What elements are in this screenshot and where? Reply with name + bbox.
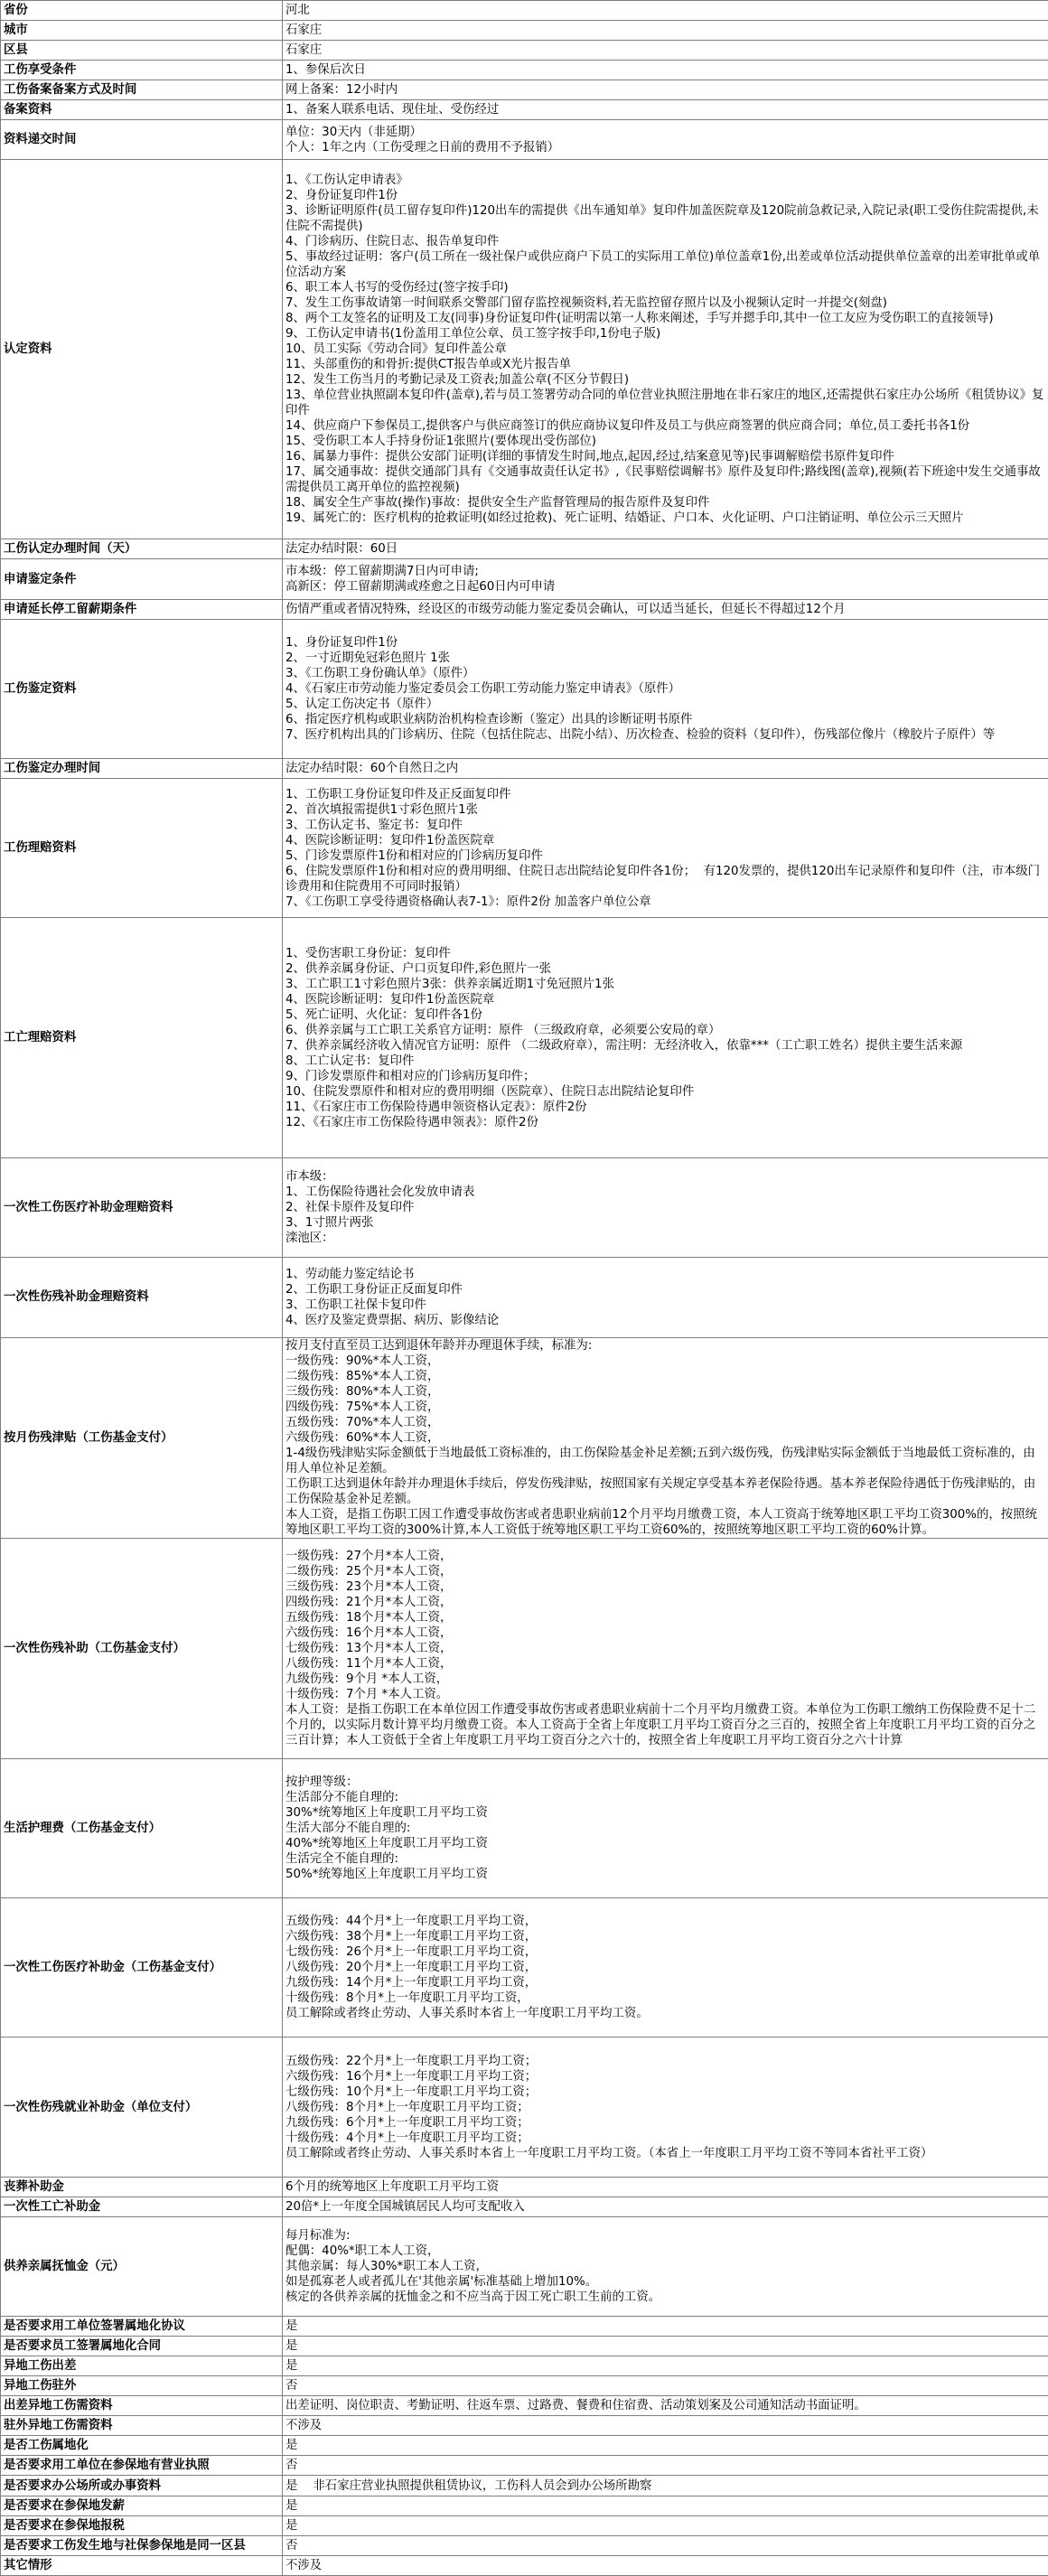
value-line: 3、诊断证明原件(员工留存复印件)120出车的需提供《出车通知单》复印件加盖医院章及120院前急救记录,入院记录(职工受伤住院需提供,未住院不需提供) xyxy=(285,204,1039,234)
row-label: 供养亲属抚恤金（元） xyxy=(1,2216,283,2316)
row-value xyxy=(283,2216,1048,2316)
row-value xyxy=(283,120,1048,160)
value-line: 工伤职工达到退休年龄并办理退休手续后，停发伤残津贴，按照国家有关规定享受基本养老保险待遇。基本养老保险待遇低于伤残津贴的，由工伤保险基金补足差额。 xyxy=(285,1476,1036,1506)
row-label: 是否要求办公场所或办事资料 xyxy=(1,2476,283,2496)
value-line: 2、社保卡原件及复印件 xyxy=(285,1201,415,1215)
row-value xyxy=(283,2456,1048,2476)
value-line: 五级伤残：44个月*上一年度职工月平均工资， xyxy=(285,1915,538,1929)
value-line: 每月标准为: xyxy=(285,2228,351,2243)
value-line: 10、住院发票原件和相对应的费用明细（医院章）、住院日志出院结论复印件 xyxy=(285,1084,695,1099)
value-line: 4、门诊病历、住院日志、报告单复印件 xyxy=(285,235,500,249)
table-row xyxy=(1,2476,1048,2496)
value-line: 8、工亡认定书：复印件 xyxy=(285,1054,415,1068)
table-row xyxy=(1,160,1048,539)
row-label: 是否要求在参保地报税 xyxy=(1,2515,283,2535)
row-label: 是否要求用工单位签署属地化协议 xyxy=(1,2317,283,2337)
table-row xyxy=(1,2456,1048,2476)
value-line: 河北 xyxy=(285,4,310,18)
row-value xyxy=(283,1158,1048,1258)
value-line: 4、医疗及鉴定费票据、病历、影像结论 xyxy=(285,1313,500,1327)
table-row xyxy=(1,1337,1048,1539)
value-line: 单位：30天内（非延期） xyxy=(285,125,422,139)
table-row xyxy=(1,2496,1048,2515)
value-line: 4、《石家庄市劳动能力鉴定委员会工伤职工劳动能力鉴定申请表》（原件） xyxy=(285,681,681,696)
value-line: 1、《工伤认定申请表》 xyxy=(285,173,408,188)
value-line: 七级伤残：10个月*上一年度职工月平均工资； xyxy=(285,2084,538,2099)
row-value xyxy=(283,559,1048,599)
value-line: 核定的各供养亲属的抚恤金之和不应当高于因工死亡职工生前的工资。 xyxy=(285,2290,661,2304)
table-row xyxy=(1,2216,1048,2316)
value-line: 七级伤残：13个月*本人工资， xyxy=(285,1641,453,1655)
table-row xyxy=(1,2317,1048,2337)
value-line: 是 xyxy=(285,2359,298,2374)
value-line: 石家庄 xyxy=(285,43,323,58)
table-row xyxy=(1,1258,1048,1337)
row-label: 是否要求员工签署属地化合同 xyxy=(1,2337,283,2356)
value-line: 按护理等级： xyxy=(285,1775,359,1789)
value-line: 是 xyxy=(285,2498,298,2513)
row-label: 是否要求用工单位在参保地有营业执照 xyxy=(1,2456,283,2476)
row-label: 备案资料 xyxy=(1,100,283,120)
value-line: 7、发生工伤事故请第一时间联系交警部门留存监控视频资料,若无监控留存照片以及小视频认定时一并提交(刻盘) xyxy=(285,296,887,311)
row-label: 一次性工伤医疗补助金（工伤基金支付） xyxy=(1,1898,283,2037)
value-line: 6、职工本人书写的受伤经过(签字按手印) xyxy=(285,281,509,295)
row-label: 城市 xyxy=(1,21,283,41)
value-line: 生活完全不能自理的: xyxy=(285,1851,399,1866)
table-row xyxy=(1,1758,1048,1897)
row-value xyxy=(283,2476,1048,2496)
value-line: 7、供养亲属经济收入情况官方证明：原件 （二级政府章），需注明：无经济收入，依靠***（工亡职工姓名）提供主要生活来源 xyxy=(285,1038,963,1053)
row-value xyxy=(283,918,1048,1158)
row-value xyxy=(283,1,1048,21)
value-line: 14、供应商户下参保员工,提供客户与供应商签订的供应商协议复印件及员工与供应商签署的供应商合同；单位,员工委托书各1份 xyxy=(285,419,970,434)
row-label: 异地工伤驻外 xyxy=(1,2376,283,2396)
value-line: 五级伤残：22个月*上一年度职工月平均工资； xyxy=(285,2054,538,2068)
value-line: 2、一寸近期免冠彩色照片 1张 xyxy=(285,651,450,665)
value-line: 六级伤残：38个月*上一年度职工月平均工资， xyxy=(285,1930,538,1944)
value-line: 11、头部重伤的和骨折:提供CT报告单或X光片报告单 xyxy=(285,358,572,372)
value-line: 不涉及 xyxy=(285,2558,323,2572)
value-line: 是 xyxy=(285,2339,298,2354)
value-line: 13、单位营业执照副本复印件(盖章),若与员工签署劳动合同的单位营业执照注册地在非石家庄的地区,还需提供石家庄办公场所《租赁协议》复印件 xyxy=(285,389,1044,418)
value-line: 1、工伤职工身份证复印件及正反面复印件 xyxy=(285,787,511,801)
value-line: 十级伤残：8个月*上一年度职工月平均工资， xyxy=(285,1991,529,2006)
table-row xyxy=(1,2356,1048,2376)
row-value xyxy=(283,160,1048,539)
value-line: 20倍*上一年度全国城镇居民人均可支配收入 xyxy=(285,2199,525,2214)
table-row xyxy=(1,21,1048,41)
row-value xyxy=(283,41,1048,61)
table-row xyxy=(1,539,1048,559)
row-value xyxy=(283,2037,1048,2177)
row-label: 异地工伤出差 xyxy=(1,2356,283,2376)
value-line: 3、1寸照片两张 xyxy=(285,1216,374,1231)
value-line: 3、工伤职工社保卡复印件 xyxy=(285,1297,426,1312)
value-line: 否 xyxy=(285,2379,298,2393)
table-row xyxy=(1,559,1048,599)
row-value xyxy=(283,80,1048,100)
value-line: 4、医院诊断证明：复印件1份盖医院章 xyxy=(285,992,495,1007)
row-value xyxy=(283,2317,1048,2337)
row-value xyxy=(283,599,1048,619)
value-line: 6、住院发票原件1份和相对应的费用明细、住院日志出院结论复印件各1份； 有120发票的，提供120出车记录原件和复印件（注，市本级门诊费用和住院费用不可同时报销） xyxy=(285,864,1041,894)
value-line: 是 非石家庄营业执照提供租赁协议，工伤科人员会到办公场所勘察 xyxy=(285,2478,652,2493)
value-line: 法定办结时限：60个自然日之内 xyxy=(285,761,459,775)
value-line: 1、备案人联系电话、现住址、受伤经过 xyxy=(285,103,500,117)
value-line: 员工解除或者终止劳动、人事关系时本省上一年度职工月平均工资。 xyxy=(285,2007,649,2021)
table-row xyxy=(1,1539,1048,1759)
row-label: 一次性工伤医疗补助金理赔资料 xyxy=(1,1158,283,1258)
value-line: 1、身份证复印件1份 xyxy=(285,635,398,650)
value-line: 石家庄 xyxy=(285,23,323,38)
value-line: 17、属交通事故：提供交通部门具有《交通事故责任认定书》,《民事赔偿调解书》原件及复印件;路线图(盖章),视频(若下班途中发生交通事故需提供员工离开单位的监控视频) xyxy=(285,465,1041,495)
table-row xyxy=(1,2037,1048,2177)
value-line: 6、供养亲属与工亡职工关系官方证明：原件 （三级政府章，必须要公安局的章） xyxy=(285,1023,721,1037)
row-value xyxy=(283,2496,1048,2515)
row-value xyxy=(283,539,1048,559)
value-line: 五级伤残：18个月*本人工资， xyxy=(285,1610,453,1625)
value-line: 4、医院诊断证明：复印件1份盖医院章 xyxy=(285,833,495,848)
row-value xyxy=(283,758,1048,778)
table-row xyxy=(1,2197,1048,2216)
value-line: 19、属死亡的：医疗机构的抢救证明(如经过抢救)、死亡证明、结婚证、户口本、火化证明、户口注销证明、单位公示三天照片 xyxy=(285,511,964,526)
row-value xyxy=(283,1758,1048,1897)
row-label: 工伤鉴定办理时间 xyxy=(1,758,283,778)
row-label: 资料递交时间 xyxy=(1,120,283,160)
row-value xyxy=(283,2436,1048,2456)
value-line: 5、事故经过证明：客户(员工所在一级社保户或供应商户下员工的实际用工单位)单位盖章1份,出差或单位活动提供单位盖章的出差审批单或单位活动方案 xyxy=(285,250,1041,280)
value-line: 18、属安全生产事故(操作)事故：提供安全生产监督管理局的报告原件及复印件 xyxy=(285,496,710,511)
value-line: 六级伤残：16个月*本人工资， xyxy=(285,1625,453,1640)
row-value xyxy=(283,1337,1048,1539)
table-row xyxy=(1,2177,1048,2197)
row-value xyxy=(283,2416,1048,2436)
table-row xyxy=(1,2436,1048,2456)
table-row xyxy=(1,41,1048,61)
value-line: 2、工伤职工身份证正反面复印件 xyxy=(285,1282,463,1297)
value-line: 1-4级伤残津贴实际金额低于当地最低工资标准的，由工伤保险基金补足差额;五到六级伤残，伤残津贴实际金额低于当地最低工资标准的，由用人单位补足差额。 xyxy=(285,1446,1035,1475)
row-label: 申请鉴定条件 xyxy=(1,559,283,599)
value-line: 15、受伤职工本人手持身份证1张照片(要体现出受伤部位) xyxy=(285,435,596,449)
table-row xyxy=(1,1158,1048,1258)
row-value xyxy=(283,1258,1048,1337)
row-label: 驻外异地工伤需资料 xyxy=(1,2416,283,2436)
table-row xyxy=(1,779,1048,918)
value-line: 六级伤残：60%*本人工资， xyxy=(285,1430,440,1445)
value-line: 12、《石家庄市工伤保险待遇申领表》：原件2份 xyxy=(285,1115,538,1129)
value-line: 九级伤残：9个月 *本人工资， xyxy=(285,1672,449,1686)
value-line: 2、首次填报需提供1寸彩色照片1张 xyxy=(285,802,479,817)
value-line: 7、医疗机构出具的门诊病历、住院（包括住院志、出院小结）、历次检查、检验的资料（复印件），伤残部位像片（橡胶片子原件）等 xyxy=(285,727,996,742)
value-line: 一级伤残：27个月*本人工资， xyxy=(285,1549,453,1563)
table-row xyxy=(1,80,1048,100)
value-line: 三级伤残：23个月*本人工资， xyxy=(285,1579,453,1594)
row-label: 工亡理赔资料 xyxy=(1,918,283,1158)
row-label: 认定资料 xyxy=(1,160,283,539)
value-line: 网上备案：12小时内 xyxy=(285,83,398,98)
row-value xyxy=(283,779,1048,918)
value-line: 四级伤残：21个月*本人工资， xyxy=(285,1595,453,1609)
value-line: 四级伤残：75%*本人工资， xyxy=(285,1400,440,1414)
value-line: 本人工资：是指工伤职工在本单位因工作遭受事故伤害或者患职业病前十二个月平均月缴费工资。本单位为工伤职工缴纳工伤保险费不足十二个月的，以实际月数计算平均月缴费工资。本人工资高于全省上年度职工月平均工资百分之三百的，按照全省上年度职工月平均工资的百分之三百计算；本人工资低于全省上年度职工月平均工资百分之六十的，按照全省上年度职工月平均工资百分之六十计算 xyxy=(285,1702,1036,1747)
value-line: 3、工亡职工1寸彩色照片3张：供养亲属近期1寸免冠照片1张 xyxy=(285,977,614,991)
row-label: 工伤鉴定资料 xyxy=(1,619,283,758)
table-row xyxy=(1,2535,1048,2555)
value-line: 40%*统筹地区上年度职工月平均工资 xyxy=(285,1836,488,1850)
row-label: 工伤认定办理时间（天） xyxy=(1,539,283,559)
row-label: 区县 xyxy=(1,41,283,61)
row-value xyxy=(283,100,1048,120)
value-line: 5、死亡证明、火化证：复印件各1份 xyxy=(285,1007,482,1022)
value-line: 八级伤残：8个月*上一年度职工月平均工资； xyxy=(285,2100,529,2114)
value-line: 十级伤残：4个月*上一年度职工月平均工资； xyxy=(285,2131,529,2145)
value-line: 伤情严重或者情况特殊，经设区的市级劳动能力鉴定委员会确认，可以适当延长，但延长不得超过12个月 xyxy=(285,602,846,616)
value-line: 是 xyxy=(285,2518,298,2533)
value-line: 16、属暴力事件：提供公安部门证明(详细的事情发生时间,地点,起因,经过,结案意见等)民事调解赔偿书原件复印件 xyxy=(285,450,894,464)
table-row xyxy=(1,619,1048,758)
table-row xyxy=(1,2515,1048,2535)
value-line: 8、两个工友签名的证明及工友(同事)身份证复印件(证明需以第一人称来阐述，手写并摁手印,其中一位工友应为受伤职工的直接领导) xyxy=(285,312,994,326)
value-line: 滦池区： xyxy=(285,1232,334,1246)
value-line: 个人：1年之内（工伤受理之日前的费用不予报销） xyxy=(285,140,560,155)
row-label: 其它情形 xyxy=(1,2555,283,2575)
value-line: 2、身份证复印件1份 xyxy=(285,189,398,203)
row-label: 一次性工亡补助金 xyxy=(1,2197,283,2216)
value-line: 6个月的统筹地区上年度职工月平均工资 xyxy=(285,2179,500,2194)
value-line: 6、指定医疗机构或职业病防治机构检查诊断（鉴定）出具的诊断证明书原件 xyxy=(285,712,693,726)
table-row xyxy=(1,918,1048,1158)
value-line: 5、门诊发票原件1份和相对应的门诊病历复印件 xyxy=(285,848,543,863)
value-line: 三级伤残：80%*本人工资， xyxy=(285,1384,440,1399)
value-line: 7、《工伤职工享受待遇资格确认表7-1》：原件2份 加盖客户单位公章 xyxy=(285,895,651,909)
table-row xyxy=(1,1,1048,21)
value-line: 是 xyxy=(285,2439,298,2453)
value-line: 高新区：停工留薪期满或痊愈之日起60日内可申请 xyxy=(285,580,556,594)
value-line: 2、供养亲属身份证、户口页复印件,彩色照片一张 xyxy=(285,961,551,976)
row-label: 一次性伤残补助（工伤基金支付） xyxy=(1,1539,283,1759)
value-line: 八级伤残：20个月*上一年度职工月平均工资， xyxy=(285,1961,538,1975)
value-line: 九级伤残：14个月*上一年度职工月平均工资， xyxy=(285,1976,538,1991)
table-row xyxy=(1,1898,1048,2037)
value-line: 是 xyxy=(285,2319,298,2334)
row-value xyxy=(283,2555,1048,2575)
value-line: 市本级：停工留薪期满7日内可申请; xyxy=(285,565,479,578)
row-value xyxy=(283,1898,1048,2037)
value-line: 否 xyxy=(285,2459,298,2473)
table-row xyxy=(1,120,1048,160)
row-label: 是否要求工伤发生地与社保参保地是同一区县 xyxy=(1,2535,283,2555)
row-value xyxy=(283,2515,1048,2535)
table-row xyxy=(1,2555,1048,2575)
value-line: 市本级： xyxy=(285,1170,334,1185)
value-line: 3、工伤认定书、鉴定书：复印件 xyxy=(285,818,463,832)
value-line: 3、《工伤职工身份确认单》（原件） xyxy=(285,666,475,680)
row-value xyxy=(283,1539,1048,1759)
value-line: 否 xyxy=(285,2538,298,2553)
value-line: 1、工伤保险待遇社会化发放申请表 xyxy=(285,1185,475,1200)
row-label: 申请延长停工留薪期条件 xyxy=(1,599,283,619)
value-line: 50%*统筹地区上年度职工月平均工资 xyxy=(285,1867,488,1881)
row-label: 一次性伤残就业补助金（单位支付） xyxy=(1,2037,283,2177)
value-line: 1、劳动能力鉴定结论书 xyxy=(285,1267,415,1281)
table-row xyxy=(1,599,1048,619)
row-value xyxy=(283,61,1048,80)
table-row xyxy=(1,2337,1048,2356)
table-row xyxy=(1,2376,1048,2396)
value-line: 配偶：40%*职工本人工资， xyxy=(285,2243,440,2258)
policy-table-body xyxy=(1,1,1048,2576)
row-label: 丧葬补助金 xyxy=(1,2177,283,2197)
value-line: 生活大部分不能自理的: xyxy=(285,1821,411,1835)
row-value xyxy=(283,2177,1048,2197)
row-value xyxy=(283,619,1048,758)
value-line: 九级伤残：6个月*上一年度职工月平均工资； xyxy=(285,2115,529,2130)
value-line: 八级伤残：11个月*本人工资， xyxy=(285,1656,453,1671)
value-line: 生活部分不能自理的: xyxy=(285,1790,399,1804)
value-line: 10、员工实际《劳动合同》复印件盖公章 xyxy=(285,342,507,357)
row-value xyxy=(283,2356,1048,2376)
value-line: 五级伤残：70%*本人工资， xyxy=(285,1415,440,1429)
value-line: 二级伤残：25个月*本人工资， xyxy=(285,1564,453,1578)
value-line: 二级伤残：85%*本人工资， xyxy=(285,1369,440,1383)
value-line: 六级伤残：16个月*上一年度职工月平均工资； xyxy=(285,2069,538,2084)
table-row xyxy=(1,758,1048,778)
row-label: 省份 xyxy=(1,1,283,21)
row-label: 工伤理赔资料 xyxy=(1,779,283,918)
table-row xyxy=(1,2416,1048,2436)
table-row xyxy=(1,61,1048,80)
value-line: 1、参保后次日 xyxy=(285,63,366,78)
value-line: 30%*统筹地区上年度职工月平均工资 xyxy=(285,1805,488,1820)
row-label: 是否工伤属地化 xyxy=(1,2436,283,2456)
row-label: 按月伤残津贴（工伤基金支付） xyxy=(1,1337,283,1539)
row-value xyxy=(283,2396,1048,2416)
row-label: 生活护理费（工伤基金支付） xyxy=(1,1758,283,1897)
row-label: 一次性伤残补助金理赔资料 xyxy=(1,1258,283,1337)
row-label: 是否要求在参保地发薪 xyxy=(1,2496,283,2515)
value-line: 11、《石家庄市工伤保险待遇申领资格认定表》：原件2份 xyxy=(285,1100,587,1114)
row-label: 工伤享受条件 xyxy=(1,61,283,80)
value-line: 员工解除或者终止劳动、人事关系时本省上一年度职工月平均工资。（本省上一年度职工月平均工资不等同本省社平工资） xyxy=(285,2146,933,2160)
row-value xyxy=(283,2337,1048,2356)
value-line: 本人工资，是指工伤职工因工作遭受事故伤害或者患职业病前12个月平均月缴费工资，本人工资高于统筹地区职工平均工资300%的，按照统筹地区职工平均工资的300%计算,本人工资低于统筹地区职工平均工资60%的，按照统筹地区职工平均工资的60%计算。 xyxy=(285,1507,1037,1537)
table-row xyxy=(1,100,1048,120)
row-value xyxy=(283,2376,1048,2396)
value-line: 出差证明、岗位职责、考勤证明、往返车票、过路费、餐费和住宿费、活动策划案及公司通知活动书面证明。 xyxy=(285,2399,866,2413)
value-line: 按月支付直至员工达到退休年龄并办理退休手续，标准为: xyxy=(285,1338,593,1353)
value-line: 一级伤残：90%*本人工资， xyxy=(285,1354,440,1368)
value-line: 9、工伤认定申请书(1份盖用工单位公章、员工签字按手印,1份电子版) xyxy=(285,327,661,342)
row-value xyxy=(283,21,1048,41)
value-line: 1、受伤害职工身份证：复印件 xyxy=(285,946,451,960)
value-line: 不涉及 xyxy=(285,2419,323,2433)
value-line: 5、认定工伤决定书（原件） xyxy=(285,697,439,711)
table-row xyxy=(1,2396,1048,2416)
value-line: 法定办结时限：60日 xyxy=(285,542,398,557)
value-line: 七级伤残：26个月*上一年度职工月平均工资， xyxy=(285,1945,538,1960)
value-line: 9、门诊发票原件和相对应的门诊病历复印件； xyxy=(285,1069,536,1083)
value-line: 如是孤寡老人或者孤儿在'其他亲属'标准基础上增加10%。 xyxy=(285,2274,598,2289)
value-line: 十级伤残：7个月 *本人工资。 xyxy=(285,1687,449,1701)
value-line: 12、发生工伤当月的考勤记录及工资表;加盖公章(不区分节假日) xyxy=(285,373,630,388)
row-value xyxy=(283,2535,1048,2555)
row-label: 工伤备案备案方式及时间 xyxy=(1,80,283,100)
row-value xyxy=(283,2197,1048,2216)
value-line: 其他亲属：每人30%*职工本人工资， xyxy=(285,2259,488,2273)
row-label: 出差异地工伤需资料 xyxy=(1,2396,283,2416)
